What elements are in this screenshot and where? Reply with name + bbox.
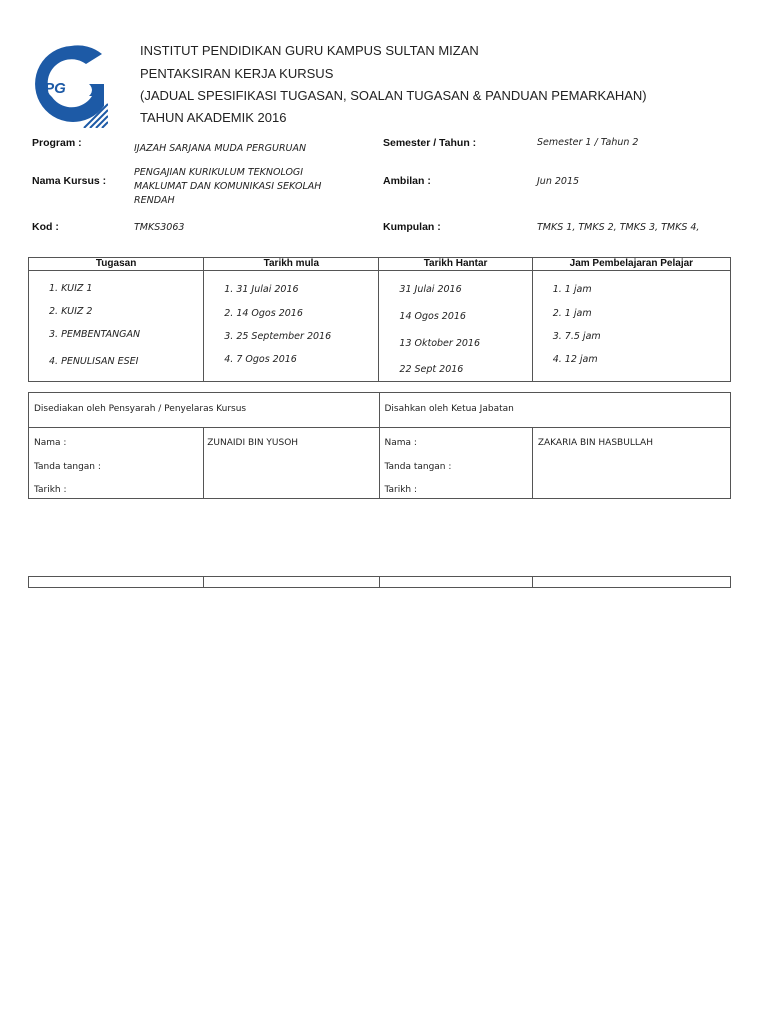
semester-value: Semester 1 / Tahun 2 [537, 137, 639, 148]
empty-cell [532, 577, 730, 588]
program-label: Program : [32, 137, 82, 149]
list-item: 13 Oktober 2016 [399, 338, 481, 349]
list-item: 2. KUIZ 2 [49, 306, 93, 317]
list-item: 3. 7.5 jam [552, 331, 601, 342]
list-item: 1. 1 jam [552, 284, 592, 295]
list-item: 4. 7 Ogos 2016 [224, 354, 297, 365]
list-item: 2. 1 jam [552, 308, 592, 319]
empty-cell [29, 577, 204, 588]
list-item: 3. 25 September 2016 [224, 331, 332, 342]
right-labels-cell [379, 428, 532, 499]
signoff-table [28, 392, 731, 499]
empty-cell [379, 577, 532, 588]
semester-label: Semester / Tahun : [383, 137, 477, 149]
tarikh-hantar-cell [379, 271, 532, 382]
approver-name: ZAKARIA BIN HASBULLAH [537, 438, 653, 448]
list-item: 1. KUIZ 1 [49, 283, 93, 294]
jam-cell [532, 271, 730, 382]
tarikh-label: Tarikh : [384, 485, 418, 495]
header-schedule: (JADUAL SPESIFIKASI TUGASAN, SOALAN TUGASAN & PANDUAN PEMARKAHAN) [140, 88, 647, 103]
approved-by-header [379, 393, 731, 428]
kumpulan-label: Kumpulan : [383, 221, 441, 233]
header-assessment: PENTAKSIRAN KERJA KURSUS [140, 66, 334, 81]
logo-text: iPG [40, 80, 66, 97]
ambilan-value: Jun 2015 [537, 176, 580, 187]
list-item: 4. 12 jam [552, 354, 598, 365]
list-item: 31 Julai 2016 [399, 284, 462, 295]
left-labels-cell [29, 428, 204, 499]
program-value: IJAZAH SARJANA MUDA PERGURUAN [134, 143, 307, 154]
tugasan-cell [29, 271, 204, 382]
prepared-by-header [29, 393, 380, 428]
tanda-tangan-label: Tanda tangan : [384, 462, 452, 472]
empty-row-table [28, 576, 731, 588]
preparer-name: ZUNAIDI BIN YUSOH [207, 438, 299, 448]
prepared-by-title: Disediakan oleh Pensyarah / Penyelaras Kursus [34, 404, 247, 414]
col-jam: Jam Pembelajaran Pelajar [532, 258, 730, 271]
col-tugasan: Tugasan [29, 258, 204, 271]
kumpulan-value: TMKS 1, TMKS 2, TMKS 3, TMKS 4, [537, 222, 700, 233]
list-item: 22 Sept 2016 [399, 364, 464, 375]
ambilan-label: Ambilan : [383, 175, 431, 187]
kursus-line-3: RENDAH [134, 195, 175, 206]
kursus-line-2: MAKLUMAT DAN KOMUNIKASI SEKOLAH [134, 181, 322, 192]
col-tarikh-mula: Tarikh mula [204, 258, 379, 271]
header-year: TAHUN AKADEMIK 2016 [140, 110, 287, 125]
header-institute: INSTITUT PENDIDIKAN GURU KAMPUS SULTAN MIZAN [140, 43, 479, 58]
tasks-table [28, 257, 731, 382]
nama-label: Nama : [34, 438, 67, 448]
list-item: 14 Ogos 2016 [399, 311, 466, 322]
kursus-line-1: PENGAJIAN KURIKULUM TEKNOLOGI [134, 167, 304, 178]
ipg-logo [34, 44, 108, 128]
tanda-tangan-label: Tanda tangan : [34, 462, 101, 472]
kursus-label: Nama Kursus : [32, 175, 107, 187]
tarikh-label: Tarikh : [34, 485, 67, 495]
kod-value: TMKS3063 [134, 222, 185, 233]
right-name-cell [532, 428, 730, 499]
empty-cell [204, 577, 379, 588]
list-item: 1. 31 Julai 2016 [224, 284, 299, 295]
left-name-cell [204, 428, 379, 499]
tarikh-mula-cell [204, 271, 379, 382]
approved-by-title: Disahkan oleh Ketua Jabatan [384, 404, 514, 414]
nama-label: Nama : [384, 438, 417, 448]
col-tarikh-hantar: Tarikh Hantar [379, 258, 532, 271]
list-item: 2. 14 Ogos 2016 [224, 308, 303, 319]
list-item: 4. PENULISAN ESEI [49, 356, 139, 367]
list-item: 3. PEMBENTANGAN [49, 329, 141, 340]
kod-label: Kod : [32, 221, 59, 233]
